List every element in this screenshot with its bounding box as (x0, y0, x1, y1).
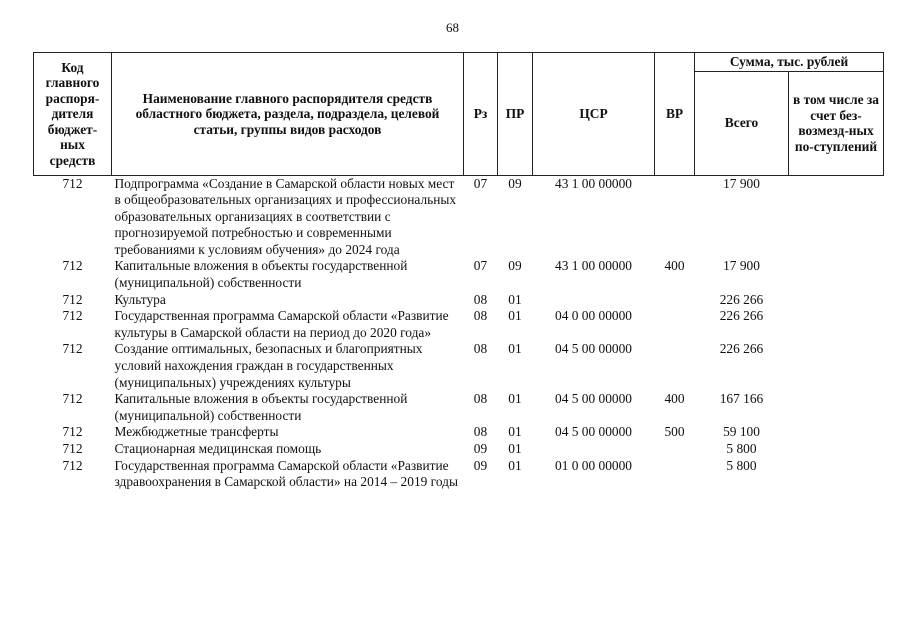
cell-code: 712 (62, 441, 83, 456)
cell-vr (655, 341, 695, 391)
cell-total: 5 800 (726, 441, 757, 456)
cell-csr: 01 0 00 00000 (555, 457, 632, 473)
cell-rz: 07 (473, 258, 488, 274)
header-sum-group: Сумма, тыс. рублей (695, 53, 884, 72)
header-code: Код главного распоря-дителя бюджет-ных средств (34, 53, 112, 176)
cell-csr (533, 292, 655, 309)
cell-code: 712 (62, 391, 83, 407)
cell-rz: 09 (473, 457, 488, 473)
header-csr: ЦСР (533, 53, 655, 176)
cell-pr: 09 (508, 258, 522, 274)
cell-code: 712 (62, 291, 83, 307)
table-row (34, 175, 884, 258)
cell-grant (789, 292, 884, 309)
cell-csr: 04 5 00 00000 (555, 424, 632, 440)
cell-name: Создание оптимальных, безопасных и благоприятных условий нахождения граждан в государственных (муниципальных) учреждениях культуры (114, 341, 423, 390)
cell-name: Стационарная медицинская помощь (114, 441, 322, 456)
table-row (34, 292, 884, 309)
cell-name: Капитальные вложения в объекты государственной (муниципальной) собственности (114, 391, 408, 423)
header-vr: ВР (655, 53, 695, 176)
cell-csr (533, 441, 655, 458)
header-pr: ПР (498, 53, 533, 176)
cell-rz: 08 (473, 291, 488, 307)
cell-pr: 01 (508, 391, 522, 407)
table-row (34, 458, 884, 491)
cell-grant (789, 441, 884, 458)
cell-csr: 43 1 00 00000 (555, 175, 632, 191)
cell-vr (655, 175, 695, 258)
table-body (34, 175, 884, 491)
cell-grant (789, 458, 884, 491)
cell-rz: 08 (473, 308, 488, 324)
cell-total: 17 900 (723, 175, 760, 191)
cell-grant (789, 308, 884, 341)
table-row (34, 341, 884, 391)
cell-total: 226 266 (719, 291, 764, 307)
cell-name: Капитальные вложения в объекты государственной (муниципальной) собственности (114, 258, 408, 291)
header-grant: в том числе за счет без-возмезд-ных по-ступлений (789, 71, 884, 175)
cell-pr: 09 (508, 175, 522, 191)
cell-vr: 500 (664, 424, 685, 440)
table-row (34, 424, 884, 441)
cell-total: 226 266 (719, 308, 764, 324)
cell-vr: 400 (664, 258, 685, 274)
cell-code: 712 (62, 457, 83, 473)
cell-csr: 43 1 00 00000 (555, 258, 632, 274)
header-name: Наименование главного распорядителя средств областного бюджета, раздела, подраздела, целевой статьи, группы видов расходов (112, 53, 464, 176)
cell-csr: 04 0 00 00000 (555, 308, 632, 324)
budget-table (33, 52, 884, 491)
cell-rz: 09 (473, 441, 488, 456)
cell-name: Государственная программа Самарской области «Развитие культуры в Самарской области на период до 2020 года» (114, 308, 449, 340)
cell-name: Межбюджетные трансферты (114, 424, 279, 440)
cell-rz: 08 (473, 424, 488, 440)
table-row (34, 308, 884, 341)
cell-rz: 08 (473, 391, 488, 407)
header-total: Всего (695, 71, 789, 175)
cell-total: 17 900 (723, 258, 760, 274)
cell-name: Государственная программа Самарской области «Развитие здравоохранения в Самарской области» на 2014 – 2019 годы (114, 457, 458, 490)
cell-grant (789, 258, 884, 291)
cell-code: 712 (62, 308, 83, 324)
cell-grant (789, 391, 884, 424)
cell-vr (655, 441, 695, 458)
cell-code: 712 (62, 424, 83, 440)
cell-code: 712 (62, 175, 83, 191)
cell-pr: 01 (508, 457, 522, 473)
cell-csr: 04 5 00 00000 (555, 391, 632, 407)
table-header (34, 53, 884, 176)
cell-name: Подпрограмма «Создание в Самарской области новых мест в общеобразовательных организациях и профессиональных образовательных организациях в соответствии с прогнозируемой потребностью и современными требованиями к условиям обучения» до 2024 года (114, 175, 457, 257)
table-row (34, 441, 884, 458)
table-row (34, 258, 884, 291)
cell-grant (789, 424, 884, 441)
cell-grant (789, 175, 884, 258)
cell-pr: 01 (508, 308, 522, 324)
cell-rz: 07 (473, 175, 488, 191)
cell-total: 59 100 (723, 424, 760, 440)
page-number: 68 (446, 20, 459, 35)
cell-total: 167 166 (719, 391, 764, 407)
cell-vr (655, 308, 695, 341)
cell-pr: 01 (508, 441, 522, 456)
cell-pr: 01 (508, 341, 522, 357)
cell-vr (655, 292, 695, 309)
table-row (34, 391, 884, 424)
cell-vr (655, 458, 695, 491)
cell-pr: 01 (508, 424, 522, 440)
cell-total: 226 266 (719, 341, 764, 357)
cell-pr: 01 (508, 291, 522, 307)
cell-vr: 400 (664, 391, 685, 407)
cell-csr: 04 5 00 00000 (555, 341, 632, 357)
cell-code: 712 (62, 258, 83, 274)
header-rz: Рз (464, 53, 498, 176)
cell-code: 712 (62, 341, 83, 357)
cell-total: 5 800 (726, 457, 757, 473)
cell-name: Культура (114, 291, 166, 307)
cell-grant (789, 341, 884, 391)
cell-rz: 08 (473, 341, 488, 357)
